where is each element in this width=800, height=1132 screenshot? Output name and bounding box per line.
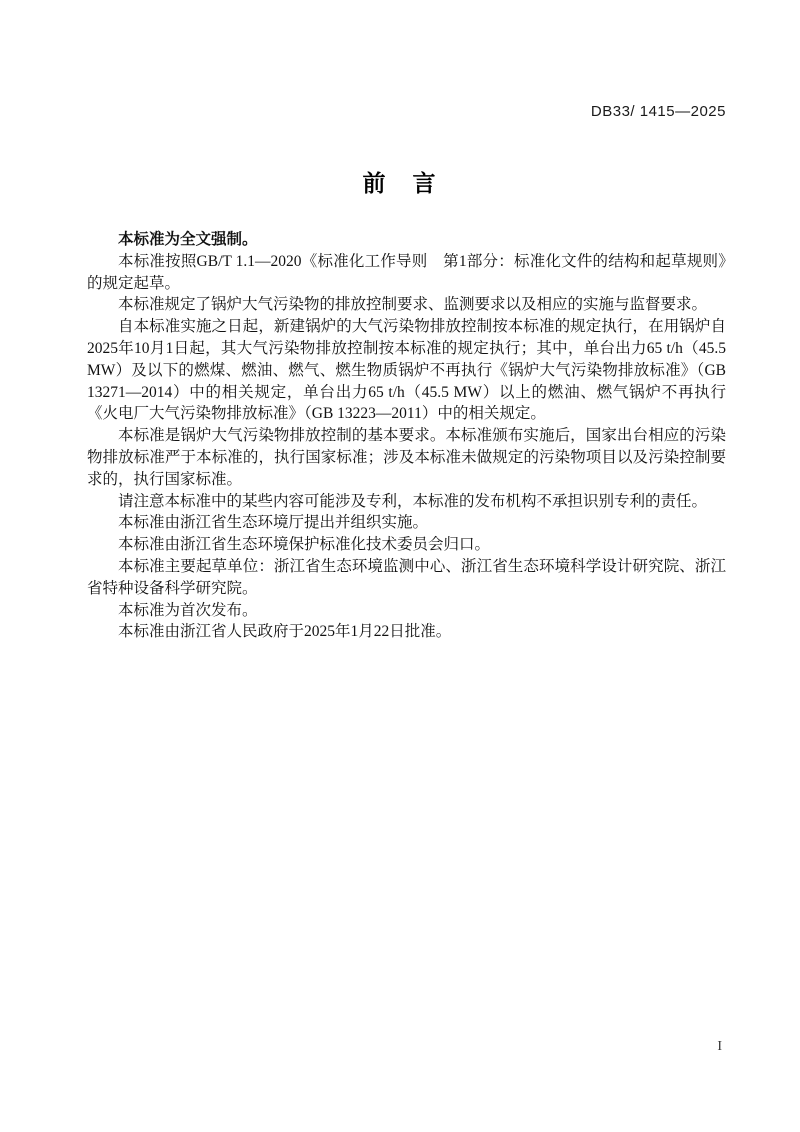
- para-drafting-organizations: 本标准主要起草单位：浙江省生态环境监测中心、浙江省生态环境科学设计研究院、浙江省特种设备科学研究院。: [87, 557, 726, 597]
- document-number: DB33/ 1415—2025: [590, 103, 726, 120]
- para-scope: 本标准规定了锅炉大气污染物的排放控制要求、监测要求以及相应的实施与监督要求。: [118, 296, 708, 314]
- para-centralized-by: 本标准由浙江省生态环境保护标准化技术委员会归口。: [118, 536, 491, 554]
- para-implementation: 自本标准实施之日起，新建锅炉的大气污染物排放控制按本标准的规定执行，在用锅炉自2025年10月1日起，其大气污染物排放控制按本标准的规定执行；其中，单台出力65 t/h（45.5 MW）及以下的燃煤、燃油、燃气、燃生物质锅炉不再执行《锅炉大气污染物排放标准》（GB 13271—2014）中的相关规定，单台出力65 t/h（45.5 MW）以上的燃油、燃气锅炉不再执行《火电厂大气污染物排放标准》（GB 13223—2011）中的相关规定。: [87, 318, 726, 423]
- para-patent-notice: 请注意本标准中的某些内容可能涉及专利，本标准的发布机构不承担识别专利的责任。: [118, 492, 708, 510]
- para-approval: 本标准由浙江省人民政府于2025年1月22日批准。: [118, 623, 452, 641]
- para-full-text-mandatory: 本标准为全文强制。: [118, 231, 258, 248]
- para-first-issue: 本标准为首次发布。: [118, 601, 258, 619]
- para-basic-requirements: 本标准是锅炉大气污染物排放控制的基本要求。本标准颁布实施后，国家出台相应的污染物排放标准严于本标准的，执行国家标准；涉及本标准未做规定的污染物项目以及污染控制要求的，执行国家标准。: [87, 427, 726, 488]
- page-title: 前 言: [362, 170, 438, 196]
- page-number: I: [717, 1039, 722, 1054]
- foreword-body: [87, 229, 726, 643]
- para-proposed-by: 本标准由浙江省生态环境厅提出并组织实施。: [118, 514, 429, 532]
- para-drafting-rules: 本标准按照GB/T 1.1—2020《标准化工作导则 第1部分：标准化文件的结构和起草规则》的规定起草。: [87, 252, 726, 292]
